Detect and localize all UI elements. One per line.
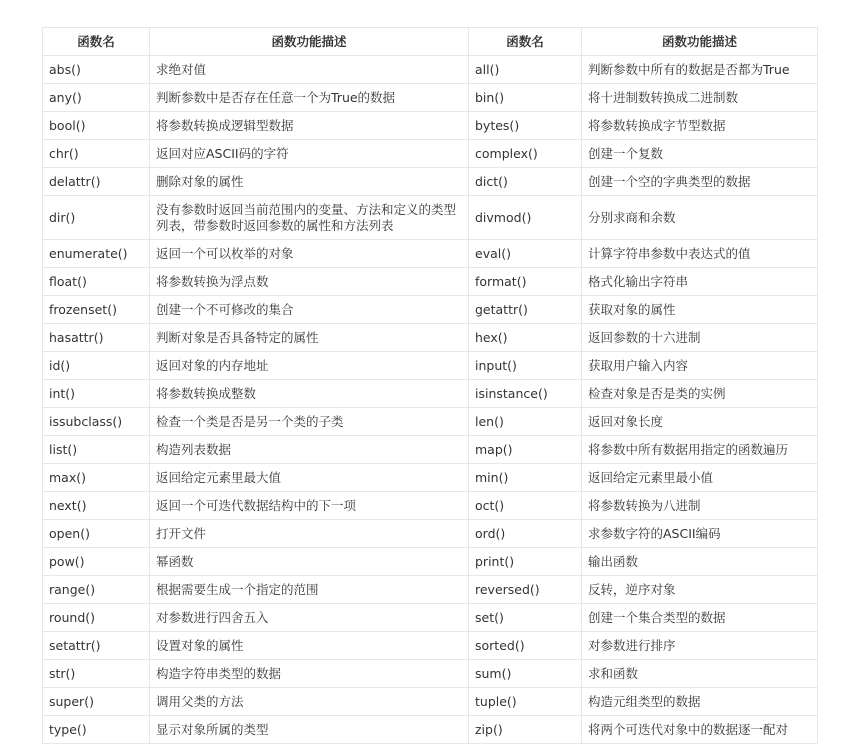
function-description-cell: 判断参数中是否存在任意一个为True的数据 — [150, 84, 469, 112]
function-name-cell: type() — [43, 716, 150, 744]
function-description-cell: 将十进制数转换成二进制数 — [582, 84, 818, 112]
function-name-cell: abs() — [43, 56, 150, 84]
table-row — [43, 520, 818, 548]
function-description-cell: 获取对象的属性 — [582, 296, 818, 324]
function-name-cell: hasattr() — [43, 324, 150, 352]
function-description-cell: 计算字符串参数中表达式的值 — [582, 240, 818, 268]
table-row — [43, 548, 818, 576]
function-description-cell: 设置对象的属性 — [150, 632, 469, 660]
table-row — [43, 380, 818, 408]
table-row — [43, 296, 818, 324]
function-name-cell: bytes() — [469, 112, 582, 140]
table-row — [43, 492, 818, 520]
function-name-cell: getattr() — [469, 296, 582, 324]
function-name-cell: isinstance() — [469, 380, 582, 408]
function-description-cell: 获取用户输入内容 — [582, 352, 818, 380]
function-description-cell: 返回参数的十六进制 — [582, 324, 818, 352]
function-description-cell: 幂函数 — [150, 548, 469, 576]
table-row — [43, 240, 818, 268]
table-row — [43, 464, 818, 492]
function-description-cell: 判断参数中所有的数据是否都为True — [582, 56, 818, 84]
function-name-cell: map() — [469, 436, 582, 464]
function-name-cell: complex() — [469, 140, 582, 168]
function-description-cell: 将参数转换成逻辑型数据 — [150, 112, 469, 140]
function-description-cell: 将参数中所有数据用指定的函数遍历 — [582, 436, 818, 464]
header-function-description: 函数功能描述 — [150, 28, 469, 56]
function-name-cell: bool() — [43, 112, 150, 140]
function-name-cell: eval() — [469, 240, 582, 268]
table-row — [43, 352, 818, 380]
function-name-cell: bin() — [469, 84, 582, 112]
table-row — [43, 56, 818, 84]
function-description-cell: 求和函数 — [582, 660, 818, 688]
function-description-cell: 构造列表数据 — [150, 436, 469, 464]
function-name-cell: issubclass() — [43, 408, 150, 436]
builtin-functions-table — [42, 27, 818, 744]
table-row — [43, 408, 818, 436]
function-name-cell: str() — [43, 660, 150, 688]
function-name-cell: id() — [43, 352, 150, 380]
function-description-cell: 将参数转换成整数 — [150, 380, 469, 408]
function-description-cell: 创建一个空的字典类型的数据 — [582, 168, 818, 196]
function-name-cell: delattr() — [43, 168, 150, 196]
function-description-cell: 判断对象是否具备特定的属性 — [150, 324, 469, 352]
table-body — [43, 56, 818, 744]
function-description-cell: 根据需要生成一个指定的范围 — [150, 576, 469, 604]
function-description-cell: 对参数进行排序 — [582, 632, 818, 660]
function-description-cell: 将参数转换为浮点数 — [150, 268, 469, 296]
function-description-cell: 反转，逆序对象 — [582, 576, 818, 604]
function-name-cell: round() — [43, 604, 150, 632]
function-name-cell: next() — [43, 492, 150, 520]
function-name-cell: sorted() — [469, 632, 582, 660]
function-description-cell: 返回一个可迭代数据结构中的下一项 — [150, 492, 469, 520]
table-row — [43, 716, 818, 744]
function-name-cell: frozenset() — [43, 296, 150, 324]
function-description-cell: 输出函数 — [582, 548, 818, 576]
function-name-cell: print() — [469, 548, 582, 576]
function-description-cell: 将参数转换成字节型数据 — [582, 112, 818, 140]
function-name-cell: int() — [43, 380, 150, 408]
function-name-cell: len() — [469, 408, 582, 436]
table-row — [43, 112, 818, 140]
function-name-cell: pow() — [43, 548, 150, 576]
function-description-cell: 返回给定元素里最大值 — [150, 464, 469, 492]
function-name-cell: super() — [43, 688, 150, 716]
function-description-cell: 创建一个集合类型的数据 — [582, 604, 818, 632]
function-name-cell: tuple() — [469, 688, 582, 716]
header-function-name: 函数名 — [469, 28, 582, 56]
function-description-cell: 返回对应ASCII码的字符 — [150, 140, 469, 168]
table-row — [43, 268, 818, 296]
function-description-cell: 分别求商和余数 — [582, 196, 818, 240]
table-row — [43, 604, 818, 632]
table-row — [43, 436, 818, 464]
function-description-cell: 没有参数时返回当前范围内的变量、方法和定义的类型列表，带参数时返回参数的属性和方法列表 — [150, 196, 469, 240]
table-row — [43, 632, 818, 660]
table-row — [43, 660, 818, 688]
function-name-cell: any() — [43, 84, 150, 112]
function-description-cell: 创建一个不可修改的集合 — [150, 296, 469, 324]
function-description-cell: 检查对象是否是类的实例 — [582, 380, 818, 408]
function-description-cell: 删除对象的属性 — [150, 168, 469, 196]
function-description-cell: 构造字符串类型的数据 — [150, 660, 469, 688]
function-description-cell: 求参数字符的ASCII编码 — [582, 520, 818, 548]
header-function-name: 函数名 — [43, 28, 150, 56]
function-name-cell: dir() — [43, 196, 150, 240]
function-name-cell: input() — [469, 352, 582, 380]
function-name-cell: hex() — [469, 324, 582, 352]
table-row — [43, 196, 818, 240]
table-row — [43, 576, 818, 604]
function-description-cell: 求绝对值 — [150, 56, 469, 84]
function-name-cell: enumerate() — [43, 240, 150, 268]
function-name-cell: sum() — [469, 660, 582, 688]
function-name-cell: ord() — [469, 520, 582, 548]
function-description-cell: 检查一个类是否是另一个类的子类 — [150, 408, 469, 436]
table-row — [43, 324, 818, 352]
header-row — [43, 28, 818, 56]
function-description-cell: 对参数进行四舍五入 — [150, 604, 469, 632]
function-description-cell: 打开文件 — [150, 520, 469, 548]
table-row — [43, 84, 818, 112]
function-description-cell: 返回对象的内存地址 — [150, 352, 469, 380]
function-description-cell: 格式化输出字符串 — [582, 268, 818, 296]
function-description-cell: 返回一个可以枚举的对象 — [150, 240, 469, 268]
function-name-cell: min() — [469, 464, 582, 492]
function-name-cell: chr() — [43, 140, 150, 168]
function-name-cell: setattr() — [43, 632, 150, 660]
header-function-description: 函数功能描述 — [582, 28, 818, 56]
function-description-cell: 将参数转换为八进制 — [582, 492, 818, 520]
function-name-cell: dict() — [469, 168, 582, 196]
function-name-cell: list() — [43, 436, 150, 464]
function-description-cell: 构造元组类型的数据 — [582, 688, 818, 716]
function-name-cell: range() — [43, 576, 150, 604]
function-name-cell: max() — [43, 464, 150, 492]
function-name-cell: float() — [43, 268, 150, 296]
function-name-cell: divmod() — [469, 196, 582, 240]
function-name-cell: oct() — [469, 492, 582, 520]
function-name-cell: all() — [469, 56, 582, 84]
table-row — [43, 168, 818, 196]
function-name-cell: set() — [469, 604, 582, 632]
function-description-cell: 创建一个复数 — [582, 140, 818, 168]
table-row — [43, 140, 818, 168]
function-description-cell: 调用父类的方法 — [150, 688, 469, 716]
function-description-cell: 显示对象所属的类型 — [150, 716, 469, 744]
table-row — [43, 688, 818, 716]
function-name-cell: zip() — [469, 716, 582, 744]
function-description-cell: 返回给定元素里最小值 — [582, 464, 818, 492]
function-name-cell: format() — [469, 268, 582, 296]
function-description-cell: 将两个可迭代对象中的数据逐一配对 — [582, 716, 818, 744]
function-name-cell: reversed() — [469, 576, 582, 604]
function-description-cell: 返回对象长度 — [582, 408, 818, 436]
function-name-cell: open() — [43, 520, 150, 548]
